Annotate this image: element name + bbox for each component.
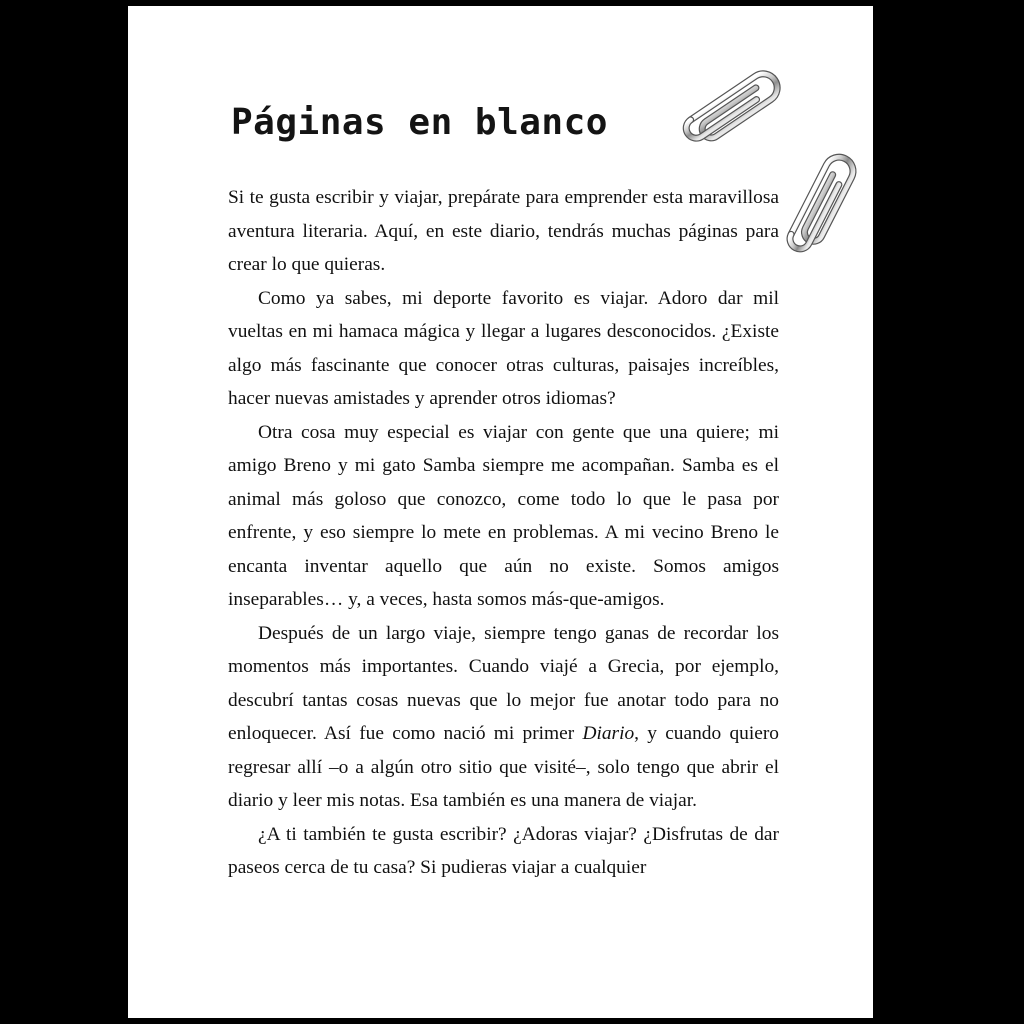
paragraph: Después de un largo viaje, siempre tengo ganas de recordar los momentos más importantes. Cuando viajé a Grecia, por ejemplo, descubrí tantas cosas nuevas que lo mejor fue anotar todo para no enloquecer. Así fue como nació mi primer Diario, y cuando quiero regresar allí –o a algún otro sitio que visité–, solo tengo que abrir el diario y leer mis notas. Esa también es una manera de viajar.	[228, 622, 779, 811]
page-title: Páginas en blanco	[231, 102, 608, 143]
paper-clip-bottom-icon	[768, 146, 873, 266]
document-page	[128, 6, 873, 1018]
paragraph: Como ya sabes, mi deporte favorito es viajar. Adoro dar mil vueltas en mi hamaca mágica y llegar a lugares desconocidos. ¿Existe algo más fascinante que conocer otras culturas, paisajes increíbles, hacer nuevas amistades y aprender otros idiomas?	[228, 287, 779, 409]
paper-clip-top-icon	[673, 61, 803, 151]
document-body	[228, 181, 779, 885]
paragraph: Si te gusta escribir y viajar, prepárate para emprender esta maravillosa aventura literaria. Aquí, en este diario, tendrás muchas páginas para crear lo que quieras.	[228, 187, 779, 275]
paragraph: ¿A ti también te gusta escribir? ¿Adoras viajar? ¿Disfrutas de dar paseos cerca de tu casa? Si pudieras viajar a cualquier	[228, 823, 779, 878]
paragraph: Otra cosa muy especial es viajar con gente que una quiere; mi amigo Breno y mi gato Samba siempre me acompañan. Samba es el animal más goloso que conozco, come todo lo que le pasa por enfrente, y eso siempre lo mete en problemas. A mi vecino Breno le encanta inventar aquello que aún no existe. Somos amigos inseparables… y, a veces, hasta somos más-que-amigos.	[228, 421, 779, 610]
